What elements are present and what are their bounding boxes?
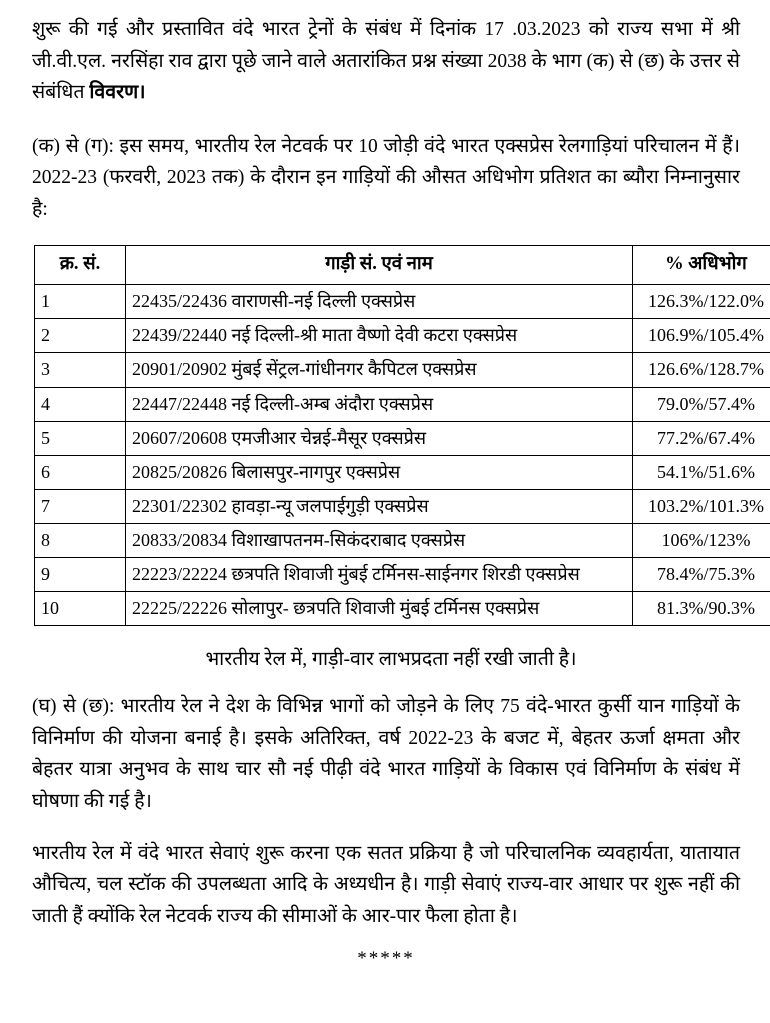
cell-serial: 3 [35, 353, 126, 387]
paragraph-gha-to-chha: (घ) से (छ): भारतीय रेल ने देश के विभिन्न भागों को जोड़ने के लिए 75 वंदे-भारत कुर्सी यान गाड़ियों के विनिर्माण की योजना बनाई है। इसके अतिरिक्त, वर्ष 2022-23 के बजट में, बेहतर ऊर्जा क्षमता और बेहतर यात्रा अनुभव के साथ चार सौ नई पीढ़ी वंदे भारत गाड़ियों के विकास एवं विनिर्माण के संबंध में घोषणा की गई है। [32, 696, 740, 812]
table-row [35, 353, 770, 387]
cell-train-name: 22225/22226 सोलापुर- छत्रपति शिवाजी मुंबई टर्मिनस एक्सप्रेस [126, 592, 633, 626]
table-row [35, 558, 770, 592]
table-header-serial: क्र. सं. [35, 246, 126, 285]
cell-train-name: 20901/20902 मुंबई सेंट्रल-गांधीनगर कैपिटल एक्सप्रेस [126, 353, 633, 387]
cell-serial: 8 [35, 523, 126, 557]
intro-text: शुरू की गई और प्रस्तावित वंदे भारत ट्रेनों के संबंध में दिनांक 17 .03.2023 को राज्य सभा में श्री जी.वी.एल. नरसिंहा राव द्वारा पूछे जाने वाले अतारांकित प्रश्न संख्या 2038 के भाग (क) से (छ) के उत्तर से संबंधित [32, 19, 740, 104]
cell-serial: 10 [35, 592, 126, 626]
occupancy-table [34, 245, 770, 626]
table-row [35, 421, 770, 455]
intro-bold-text: विवरण। [89, 82, 146, 104]
cell-occupancy: 126.3%/122.0% [633, 285, 770, 319]
cell-occupancy: 126.6%/128.7% [633, 353, 770, 387]
cell-occupancy: 106.9%/105.4% [633, 319, 770, 353]
cell-train-name: 20607/20608 एमजीआर चेन्नई-मैसूर एक्सप्रेस [126, 421, 633, 455]
table-row [35, 489, 770, 523]
table-header-row [35, 246, 770, 285]
cell-serial: 9 [35, 558, 126, 592]
cell-occupancy: 103.2%/101.3% [633, 489, 770, 523]
cell-serial: 4 [35, 387, 126, 421]
table-row [35, 319, 770, 353]
cell-serial: 6 [35, 455, 126, 489]
table-header-occupancy: % अधिभोग [633, 246, 770, 285]
footer-separator: ***** [357, 948, 415, 970]
cell-train-name: 22435/22436 वाराणसी-नई दिल्ली एक्सप्रेस [126, 285, 633, 319]
cell-train-name: 20833/20834 विशाखापतनम-सिकंदराबाद एक्सप्रेस [126, 523, 633, 557]
table-header-train-name: गाड़ी सं. एवं नाम [126, 246, 633, 285]
cell-occupancy: 54.1%/51.6% [633, 455, 770, 489]
paragraph-ka-to-ga: (क) से (ग): इस समय, भारतीय रेल नेटवर्क पर 10 जोड़ी वंदे भारत एक्सप्रेस रेलगाड़ियां परिचालन में हैं। 2022-23 (फरवरी, 2023 तक) के दौरान इन गाड़ियों की औसत अधिभोग प्रतिशत का ब्यौरा निम्नानुसार है: [32, 135, 740, 220]
profitability-note-text: भारतीय रेल में, गाड़ी-वार लाभप्रदता नहीं रखी जाती है। [205, 649, 577, 671]
cell-occupancy: 78.4%/75.3% [633, 558, 770, 592]
cell-train-name: 22223/22224 छत्रपति शिवाजी मुंबई टर्मिनस-साईनगर शिरडी एक्सप्रेस [126, 558, 633, 592]
cell-occupancy: 77.2%/67.4% [633, 421, 770, 455]
cell-occupancy: 81.3%/90.3% [633, 592, 770, 626]
table-row [35, 455, 770, 489]
cell-occupancy: 106%/123% [633, 523, 770, 557]
table-row [35, 387, 770, 421]
profitability-note [32, 644, 740, 671]
cell-serial: 1 [35, 285, 126, 319]
cell-train-name: 22447/22448 नई दिल्ली-अम्ब अंदौरा एक्सप्रेस [126, 387, 633, 421]
cell-train-name: 22439/22440 नई दिल्ली-श्री माता वैष्णो देवी कटरा एक्सप्रेस [126, 319, 633, 353]
cell-train-name: 22301/22302 हावड़ा-न्यू जलपाईगुड़ी एक्सप्रेस [126, 489, 633, 523]
cell-occupancy: 79.0%/57.4% [633, 387, 770, 421]
table-row [35, 592, 770, 626]
table-row [35, 285, 770, 319]
cell-train-name: 20825/20826 बिलासपुर-नागपुर एक्सप्रेस [126, 455, 633, 489]
cell-serial: 5 [35, 421, 126, 455]
paragraph-closing: भारतीय रेल में वंदे भारत सेवाएं शुरू करना एक सतत प्रक्रिया है जो परिचालनिक व्यवहार्यता, यातायात औचित्य, चल स्टॉक की उपलब्धता आदि के अध्यधीन है। गाड़ी सेवाएं राज्य-वार आधार पर शुरू नहीं की जाती हैं क्योंकि रेल नेटवर्क राज्य की सीमाओं के आर-पार फैला होता है। [32, 842, 740, 927]
intro-paragraph [32, 14, 740, 109]
cell-serial: 2 [35, 319, 126, 353]
table-row [35, 523, 770, 557]
cell-serial: 7 [35, 489, 126, 523]
